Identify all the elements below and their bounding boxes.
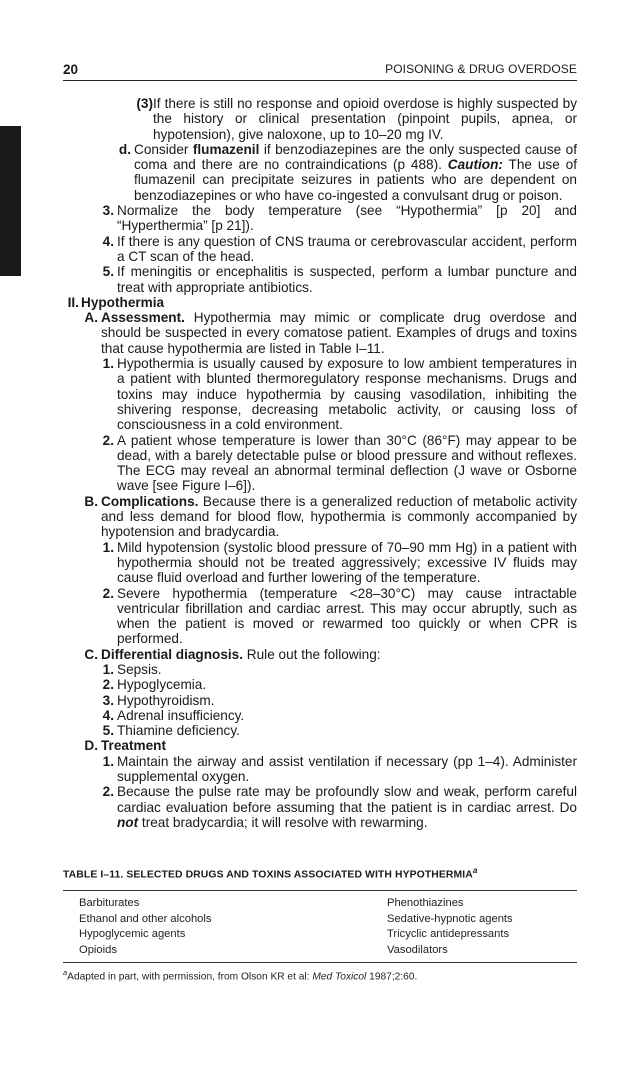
list-item: [63, 586, 577, 647]
emphasis-text: Caution:: [447, 157, 503, 173]
table-row: [63, 912, 577, 928]
footnote-marker: a: [63, 968, 68, 978]
table-cell: Opioids: [79, 943, 117, 956]
item-text: Normalize the body temperature (see “Hypothermia” [p 20] and “Hyperthermia” [p 21]).: [117, 203, 577, 234]
item-text: treat bradycardia; it will resolve with rewarming.: [138, 814, 428, 830]
table-row: [63, 927, 577, 943]
list-marker: 1.: [102, 753, 114, 769]
list-marker: 5.: [102, 723, 114, 739]
item-text: Because there is a generalized reduction of metabolic activity and less demand for blood flow, hypothermia is commonly accompanied by hypotension and bradycardia.: [101, 493, 577, 540]
emphasis-text: flumazenil: [192, 141, 260, 157]
list-marker: D.: [84, 738, 98, 754]
emphasis-text: not: [117, 814, 139, 830]
body-text: [63, 96, 577, 830]
item-text: Severe hypothermia (temperature <28–30°C) may cause intractable ventricular fibrillation and cardiac arrest. This may occur abruptly, such as when the patient is moved or rewarmed too quickly or when CPR is performed.: [117, 585, 577, 647]
list-item: [63, 234, 577, 265]
list-item: [63, 723, 577, 738]
list-marker: C.: [84, 646, 98, 662]
emphasis-text: Hypothermia: [81, 294, 165, 310]
table-title: [63, 866, 577, 880]
table-title-text: TABLE I–11. SELECTED DRUGS AND TOXINS ASSOCIATED WITH HYPOTHERMIA: [63, 869, 473, 881]
table-cell: Phenothiazines: [387, 897, 464, 910]
item-text: Hypothyroidism.: [117, 692, 215, 708]
list-item: [63, 693, 577, 708]
list-marker: 2.: [102, 677, 114, 693]
table-cell: Barbiturates: [79, 897, 140, 910]
footnote-journal: Med Toxicol: [312, 971, 367, 983]
table-i-11: [63, 866, 577, 983]
list-marker: II.: [67, 294, 79, 310]
list-marker: 5.: [102, 264, 114, 280]
list-item: [63, 356, 577, 432]
table-cell: Ethanol and other alcohols: [79, 912, 212, 925]
item-text: Adrenal insufficiency.: [117, 707, 245, 723]
emphasis-text: Complications.: [101, 493, 199, 509]
list-item: [63, 264, 577, 295]
thumb-tab: [0, 126, 21, 276]
list-item: [63, 96, 577, 142]
list-marker: 3.: [102, 692, 114, 708]
item-text: A patient whose temperature is lower than 30°C (86°F) may appear to be dead, with a barely detectable pulse or blood pressure and without reflexes. The ECG may reveal an abnormal terminal deflection (J wave or Osborne wave [see Figure I–6]).: [117, 432, 577, 494]
table-row: [63, 943, 577, 959]
table-title-footnote-marker: a: [472, 866, 478, 875]
table-footnote: [63, 968, 577, 982]
list-item: [63, 433, 577, 494]
emphasis-text: Assessment.: [101, 310, 185, 326]
item-text: Hypothermia may mimic or complicate drug overdose and should be suspected in every comatose patient. Examples of drugs and toxins that cause hypothermia are listed in Table I–11.: [101, 310, 577, 356]
table-body: [63, 890, 577, 963]
emphasis-text: Treatment: [101, 738, 166, 754]
list-marker: 2.: [102, 432, 114, 448]
list-item: [63, 677, 577, 692]
item-text: Maintain the airway and assist ventilation if necessary (pp 1–4). Administer supplemental oxygen.: [117, 753, 577, 785]
item-text: Because the pulse rate may be profoundly slow and weak, perform careful cardiac evaluation before assuming that the patient is in cardiac arrest. Do: [117, 784, 577, 815]
list-marker: 1.: [102, 539, 114, 555]
footnote-suffix: 1987;2:60.: [366, 971, 418, 983]
item-text: If there is still no response and opioid overdose is highly suspected by the history or clinical presentation (pinpoint pupils, apnea, or hypotension), give naloxone, up to 10–20 mg IV.: [153, 96, 577, 142]
list-item: [63, 310, 577, 356]
list-item: [63, 203, 577, 234]
list-item: [63, 494, 577, 540]
table-cell: Vasodilators: [387, 943, 448, 956]
item-text: If there is any question of CNS trauma or cerebrovascular accident, perform a CT scan of the head.: [117, 233, 577, 264]
list-marker: 2.: [102, 585, 114, 601]
list-item: [63, 295, 577, 310]
list-item: [63, 142, 577, 203]
item-text: Thiamine deficiency.: [117, 723, 240, 739]
list-marker: 4.: [102, 233, 114, 249]
list-marker: B.: [84, 493, 98, 509]
page-number: 20: [63, 62, 79, 77]
list-item: [63, 708, 577, 723]
list-marker: (3): [136, 96, 153, 111]
table-cell: Tricyclic antidepressants: [387, 928, 510, 941]
item-text: If meningitis or encephalitis is suspected, perform a lumbar puncture and treat with appropriate antibiotics.: [117, 264, 577, 295]
table-cell: Sedative-hypnotic agents: [387, 912, 513, 925]
list-item: [63, 784, 577, 830]
list-marker: 3.: [102, 203, 114, 219]
list-marker: d.: [118, 141, 131, 157]
table-row: [63, 896, 577, 912]
list-marker: 1.: [102, 661, 114, 677]
item-text: Consider: [134, 141, 193, 157]
list-item: [63, 662, 577, 677]
list-marker: 2.: [102, 784, 114, 800]
page-header: [63, 60, 577, 81]
list-item: [63, 754, 577, 785]
list-item: [63, 738, 577, 753]
emphasis-text: Differential diagnosis.: [101, 646, 244, 662]
item-text: Hypothermia is usually caused by exposure to low ambient temperatures in a patient with blunted thermoregulatory response mechanisms. Drugs and toxins may induce hypothermia by causing vasodilation, inhibiting the shivering response, decreasing metabolic activity, or causing loss of consciousness in a cold environment.: [117, 356, 577, 433]
list-marker: A.: [84, 310, 98, 326]
item-text: Rule out the following:: [243, 646, 381, 662]
list-item: [63, 647, 577, 662]
item-text: if benzodiazepines are the only suspected cause of coma and there are no contraindications (p 488).: [134, 141, 577, 173]
footnote-prefix: Adapted in part, with permission, from Olson KR et al:: [67, 971, 313, 983]
running-head: POISONING & DRUG OVERDOSE: [385, 62, 577, 76]
item-text: Mild hypotension (systolic blood pressure of 70–90 mm Hg) in a patient with hypothermia should not be treated aggressively; excessive IV fluids may cause fluid overload and further lowering of the temperature.: [117, 539, 577, 586]
list-marker: 1.: [102, 356, 114, 372]
list-marker: 4.: [102, 707, 114, 723]
list-item: [63, 540, 577, 586]
table-cell: Hypoglycemic agents: [79, 928, 186, 941]
item-text: Hypoglycemia.: [117, 677, 207, 693]
item-text: Sepsis.: [117, 661, 162, 677]
item-text: The use of flumazenil can precipitate seizures in patients who are dependent on benzodiazepines or who have co-ingested a convulsant drug or poison.: [134, 157, 577, 203]
